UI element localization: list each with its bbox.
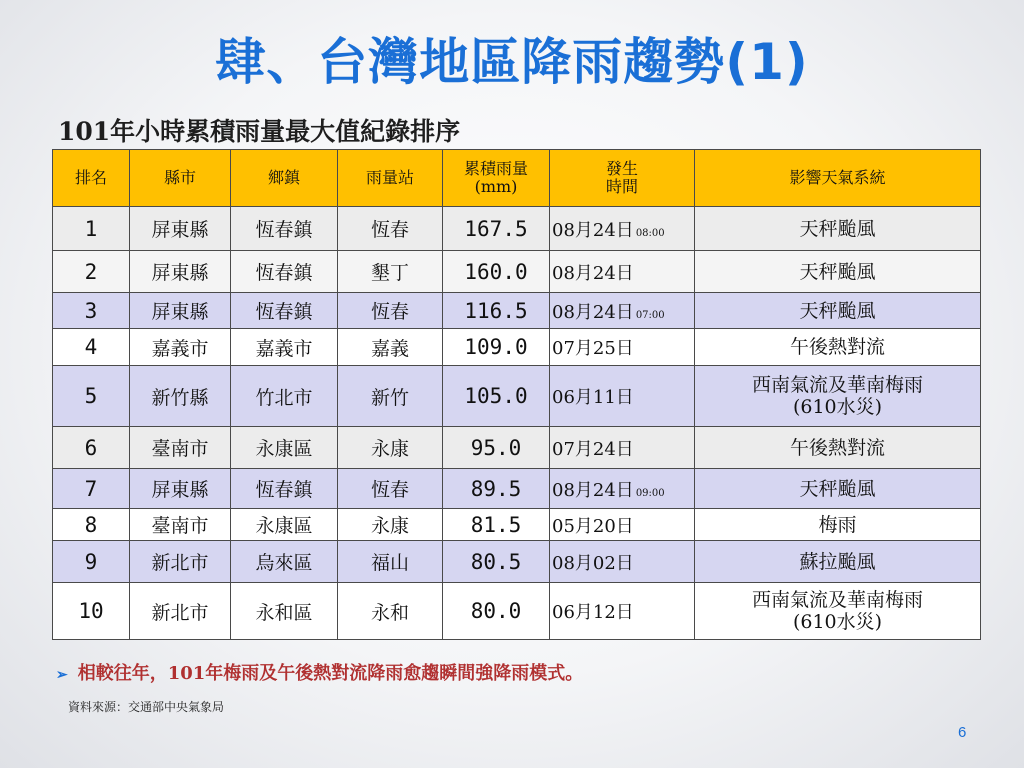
rank-cell: 1	[53, 207, 130, 251]
station-cell: 新竹	[338, 366, 443, 427]
page-number: 6	[958, 724, 967, 741]
county-cell: 新北市	[130, 583, 231, 640]
table-row	[53, 509, 981, 541]
town-cell: 恆春鎮	[231, 469, 338, 509]
weather-system-text: 梅雨	[818, 513, 857, 536]
station-cell: 嘉義	[338, 329, 443, 366]
table-row	[53, 469, 981, 509]
weather-system-text: 天秤颱風	[799, 299, 876, 322]
weather-system-text: 西南氣流及華南梅雨	[751, 374, 923, 396]
rainfall-cell: 89.5	[443, 469, 550, 509]
rainfall-cell: 116.5	[443, 293, 550, 329]
station-cell: 恆春	[338, 293, 443, 329]
header-time	[550, 150, 695, 207]
weather-system-cell	[695, 251, 981, 293]
date-text: 06月12日	[552, 602, 634, 623]
hour-text: 07:00	[635, 309, 665, 321]
header-time-line1: 發生	[605, 159, 638, 178]
weather-system-cell	[695, 207, 981, 251]
date-text: 05月20日	[552, 515, 634, 537]
town-cell: 永康區	[231, 509, 338, 541]
rank-cell: 7	[53, 469, 130, 509]
rainfall-cell: 167.5	[443, 207, 550, 251]
date-text: 08月24日	[552, 301, 634, 323]
rainfall-cell: 109.0	[443, 329, 550, 366]
header-station: 雨量站	[338, 150, 443, 207]
time-cell	[550, 469, 695, 509]
table-row	[53, 293, 981, 329]
hour-text: 08:00	[635, 227, 665, 239]
time-cell	[550, 427, 695, 469]
county-cell: 新竹縣	[130, 366, 231, 427]
rainfall-cell: 105.0	[443, 366, 550, 427]
summary-note	[56, 659, 583, 685]
date-text: 08月24日	[552, 262, 634, 284]
date-text: 07月25日	[552, 338, 634, 359]
rainfall-cell: 80.0	[443, 583, 550, 640]
station-cell: 恆春	[338, 469, 443, 509]
header-county: 縣市	[130, 150, 231, 207]
rainfall-cell: 80.5	[443, 541, 550, 583]
town-cell: 竹北市	[231, 366, 338, 427]
weather-system-cell	[695, 469, 981, 509]
header-time-line2: 時間	[605, 177, 638, 196]
note-text: 相較往年，101年梅雨及午後熱對流降雨愈趨瞬間強降雨模式。	[77, 663, 584, 684]
weather-system-text: 午後熱對流	[789, 336, 885, 358]
weather-system-cell	[695, 583, 981, 640]
rainfall-ranking-table	[52, 149, 981, 640]
station-cell: 永康	[338, 509, 443, 541]
county-cell: 屏東縣	[130, 469, 231, 509]
weather-system-cell	[695, 366, 981, 427]
county-cell: 屏東縣	[130, 251, 231, 293]
weather-system-cell	[695, 329, 981, 366]
time-cell	[550, 329, 695, 366]
town-cell: 永康區	[231, 427, 338, 469]
date-text: 08月24日	[552, 219, 634, 241]
arrow-bullet-icon: ➢	[56, 667, 68, 683]
header-rainfall	[443, 150, 550, 207]
rank-cell: 3	[53, 293, 130, 329]
hour-text: 09:00	[635, 487, 665, 499]
time-cell	[550, 293, 695, 329]
county-cell: 新北市	[130, 541, 231, 583]
town-cell: 永和區	[231, 583, 338, 640]
date-text: 08月24日	[552, 479, 634, 501]
station-cell: 墾丁	[338, 251, 443, 293]
weather-system-cell	[695, 293, 981, 329]
town-cell: 恆春鎮	[231, 251, 338, 293]
time-cell	[550, 509, 695, 541]
town-cell: 恆春鎮	[231, 293, 338, 329]
data-source: 資料來源：交通部中央氣象局	[68, 700, 225, 714]
station-cell: 恆春	[338, 207, 443, 251]
station-cell: 永和	[338, 583, 443, 640]
town-cell: 恆春鎮	[231, 207, 338, 251]
table-row	[53, 207, 981, 251]
weather-system-text: 天秤颱風	[799, 260, 876, 283]
table-row	[53, 583, 981, 640]
date-text: 08月02日	[552, 552, 634, 574]
rank-cell: 4	[53, 329, 130, 366]
weather-system-text: 午後熱對流	[789, 436, 885, 459]
header-town: 鄉鎮	[231, 150, 338, 207]
table-row	[53, 251, 981, 293]
rainfall-cell: 160.0	[443, 251, 550, 293]
table-row	[53, 329, 981, 366]
header-rainfall-line1: 累積雨量	[463, 159, 528, 178]
table-row	[53, 427, 981, 469]
county-cell: 屏東縣	[130, 293, 231, 329]
weather-system-cell	[695, 541, 981, 583]
time-cell	[550, 583, 695, 640]
weather-system-note: (610水災)	[792, 611, 883, 633]
header-rank: 排名	[53, 150, 130, 207]
weather-system-text: 西南氣流及華南梅雨	[751, 589, 923, 611]
time-cell	[550, 541, 695, 583]
header-weather-system: 影響天氣系統	[695, 150, 981, 207]
table-row	[53, 366, 981, 427]
page-title: 肆、台灣地區降雨趨勢(1)	[215, 33, 809, 91]
rank-cell: 10	[53, 583, 130, 640]
header-rainfall-unit: (mm)	[474, 177, 518, 196]
rank-cell: 5	[53, 366, 130, 427]
county-cell: 嘉義市	[130, 329, 231, 366]
town-cell: 嘉義市	[231, 329, 338, 366]
station-cell: 福山	[338, 541, 443, 583]
time-cell	[550, 251, 695, 293]
weather-system-cell	[695, 427, 981, 469]
county-cell: 屏東縣	[130, 207, 231, 251]
station-cell: 永康	[338, 427, 443, 469]
weather-system-cell	[695, 509, 981, 541]
table-header-row	[53, 150, 981, 207]
date-text: 07月24日	[552, 438, 634, 460]
rank-cell: 2	[53, 251, 130, 293]
rank-cell: 8	[53, 509, 130, 541]
weather-system-text: 天秤颱風	[799, 217, 876, 240]
table-row	[53, 541, 981, 583]
rank-cell: 6	[53, 427, 130, 469]
rainfall-cell: 81.5	[443, 509, 550, 541]
weather-system-text: 天秤颱風	[799, 477, 876, 500]
time-cell	[550, 207, 695, 251]
weather-system-note: (610水災)	[792, 396, 883, 418]
table-subtitle: 101年小時累積雨量最大值紀錄排序	[58, 117, 461, 146]
date-text: 06月11日	[552, 387, 634, 408]
county-cell: 臺南市	[130, 509, 231, 541]
rainfall-cell: 95.0	[443, 427, 550, 469]
town-cell: 烏來區	[231, 541, 338, 583]
time-cell	[550, 366, 695, 427]
rank-cell: 9	[53, 541, 130, 583]
weather-system-text: 蘇拉颱風	[799, 550, 876, 573]
county-cell: 臺南市	[130, 427, 231, 469]
